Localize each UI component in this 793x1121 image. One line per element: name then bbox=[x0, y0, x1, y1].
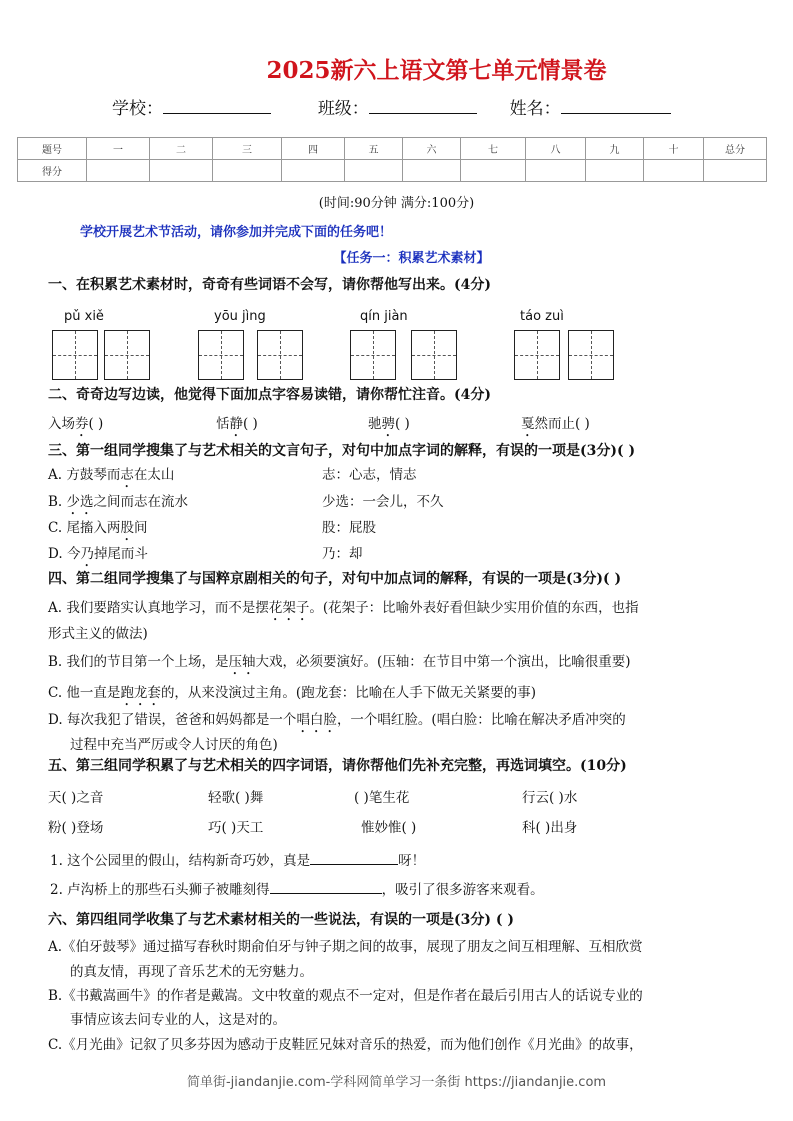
task-heading: 【任务一：积累艺术素材】 bbox=[333, 251, 490, 266]
score-header-cell: 九 bbox=[586, 138, 644, 160]
score-cell[interactable] bbox=[586, 160, 644, 182]
q6-option-a[interactable]: A.《伯牙鼓琴》通过描写春秋时期俞伯牙与钟子期之间的故事，展现了朋友之间互相理解、互相欣赏 bbox=[48, 939, 643, 955]
option-text: B. 我们的节目第一个上场，是 bbox=[48, 654, 229, 670]
score-cell[interactable] bbox=[213, 160, 282, 182]
idiom-blank[interactable]: 巧( )天工 bbox=[208, 820, 264, 836]
idiom-blank[interactable]: 科( )出身 bbox=[522, 820, 578, 836]
option-label: B. bbox=[48, 494, 63, 510]
writing-box[interactable] bbox=[568, 330, 614, 380]
score-row bbox=[18, 160, 767, 182]
option-text: A. 我们要踏实认真地学习，而不是摆 bbox=[48, 600, 269, 616]
q4-option-a[interactable] bbox=[48, 596, 639, 624]
q5-sentence-1 bbox=[50, 849, 425, 869]
score-cell[interactable] bbox=[345, 160, 403, 182]
q2-text: 入场 bbox=[48, 416, 75, 432]
score-header-cell: 一 bbox=[87, 138, 150, 160]
q2-dotted-char: 静 bbox=[229, 416, 243, 432]
score-header-cell: 三 bbox=[213, 138, 282, 160]
question-2-title: 二、奇奇边写边读，他觉得下面加点字容易读错，请你帮忙注音。(4分) bbox=[48, 387, 491, 403]
school-label: 学校： bbox=[112, 99, 163, 119]
option-dotted: 股 bbox=[120, 520, 134, 536]
score-header-cell: 七 bbox=[461, 138, 526, 160]
question-4-title: 四、第二组同学搜集了与国粹京剧相关的句子，对句中加点词的解释，有误的一项是(3分)( ) bbox=[48, 571, 622, 587]
q3-option-a[interactable] bbox=[48, 463, 174, 491]
idiom-blank[interactable]: 行云( )水 bbox=[522, 790, 578, 806]
option-dotted: 压轴 bbox=[228, 654, 256, 670]
option-dotted: 唱白脸 bbox=[296, 712, 337, 728]
idiom-blank[interactable]: 天( )之音 bbox=[48, 790, 104, 806]
score-header-cell: 六 bbox=[403, 138, 461, 160]
class-label: 班级： bbox=[317, 99, 369, 119]
score-header-row bbox=[18, 138, 767, 160]
option-text: 在太山 bbox=[133, 467, 175, 483]
q2-item bbox=[368, 412, 410, 440]
option-text: 大戏，必须要演好。(压轴：在节目中第一个演出，比喻很重要) bbox=[255, 654, 631, 670]
question-5-title: 五、第三组同学积累了与艺术相关的四字词语，请你帮他们先补充完整，再选词填空。(10分) bbox=[48, 758, 627, 774]
sentence-text: ，吸引了很多游客来观看。 bbox=[381, 882, 544, 898]
option-dotted: 乃 bbox=[80, 546, 94, 562]
school-blank[interactable] bbox=[163, 99, 271, 114]
writing-box[interactable] bbox=[52, 330, 98, 380]
option-dotted: 志 bbox=[120, 467, 134, 483]
q6-option-a-cont: 的真友情，再现了音乐艺术的无穷魅力。 bbox=[70, 964, 313, 980]
name-blank[interactable] bbox=[561, 99, 671, 114]
option-label: A. bbox=[48, 467, 63, 483]
question-6-title: 六、第四组同学收集了与艺术素材相关的一些说法，有误的一项是(3分) ( ) bbox=[48, 912, 514, 928]
question-3-title: 三、第一组同学搜集了与艺术相关的文言句子，对句中加点字词的解释，有误的一项是(3分)( ) bbox=[48, 443, 636, 459]
score-header-cell: 总分 bbox=[704, 138, 767, 160]
score-header-cell: 八 bbox=[526, 138, 586, 160]
writing-box[interactable] bbox=[104, 330, 150, 380]
score-cell[interactable] bbox=[644, 160, 704, 182]
pinyin-1: pǔ xiě bbox=[64, 309, 104, 324]
q3-option-d[interactable] bbox=[48, 542, 148, 570]
idiom-blank[interactable]: ( )笔生花 bbox=[354, 790, 410, 806]
q3-explain-b: 少选：一会儿，不久 bbox=[322, 494, 444, 510]
score-header-cell: 题号 bbox=[18, 138, 87, 160]
q4-option-a-cont: 形式主义的做法) bbox=[48, 626, 148, 642]
student-info bbox=[112, 94, 671, 119]
q2-text: 恬 bbox=[216, 416, 230, 432]
score-row-label: 得分 bbox=[18, 160, 87, 182]
q6-option-c[interactable]: C.《月光曲》记叙了贝多芬因为感动于皮鞋匠兄妹对音乐的热爱，而为他们创作《月光曲》的故事， bbox=[48, 1037, 643, 1053]
option-text: ，一个唱红脸。(唱白脸：比喻在解决矛盾冲突的 bbox=[336, 712, 626, 728]
q5-sentence-2 bbox=[50, 878, 544, 898]
sentence-text: 1. 这个公园里的假山，结构新奇巧妙，真是 bbox=[50, 853, 311, 869]
option-text: 之间而志在流水 bbox=[93, 494, 189, 510]
q4-option-c[interactable] bbox=[48, 681, 536, 709]
option-label: D. bbox=[48, 546, 63, 562]
q3-explain-a: 志：心志，情志 bbox=[322, 467, 417, 483]
option-text: 间 bbox=[133, 520, 148, 536]
option-label: C. bbox=[48, 520, 63, 536]
idiom-blank[interactable]: 轻歌( )舞 bbox=[208, 790, 264, 806]
score-cell[interactable] bbox=[87, 160, 150, 182]
footer-watermark: 简单街-jiandanjie.com-学科网简单学习一条街 https://jiandanjie.com bbox=[186, 1075, 607, 1090]
option-dotted: 花架子 bbox=[268, 600, 310, 616]
name-label: 姓名： bbox=[509, 99, 561, 119]
q2-text: 驰 bbox=[368, 416, 382, 432]
score-header-cell: 五 bbox=[345, 138, 403, 160]
q3-explain-d: 乃：却 bbox=[322, 546, 363, 562]
q2-dotted-char: 戛 bbox=[521, 416, 535, 432]
sentence-text: 呀！ bbox=[398, 853, 426, 869]
q3-option-b[interactable] bbox=[48, 490, 188, 518]
option-text: 掉尾而斗 bbox=[93, 546, 148, 562]
option-dotted: 少选 bbox=[66, 494, 94, 510]
score-header-cell: 十 bbox=[644, 138, 704, 160]
option-text: D. 每次我犯了错误，爸爸和妈妈都是一个 bbox=[48, 712, 297, 728]
writing-box[interactable] bbox=[198, 330, 244, 380]
option-text: 尾搐入两 bbox=[66, 520, 121, 536]
q2-item bbox=[521, 412, 590, 440]
option-text: 的，从来没演过主角。(跑龙套：比喻在人手下做无关紧要的事) bbox=[160, 685, 536, 701]
pinyin-4: táo zuì bbox=[520, 309, 564, 324]
q3-explain-c: 股：屁股 bbox=[322, 520, 376, 536]
q2-blank[interactable]: ( ) bbox=[395, 416, 410, 432]
score-cell[interactable] bbox=[403, 160, 461, 182]
q4-option-d-cont: 过程中充当严厉或令人讨厌的角色) bbox=[70, 737, 278, 753]
score-header-cell: 二 bbox=[150, 138, 213, 160]
q4-option-b[interactable] bbox=[48, 650, 631, 678]
option-text: 。(花架子：比喻外表好看但缺少实用价值的东西，也指 bbox=[309, 600, 639, 616]
intro-text: 学校开展艺术节活动，请你参加并完成下面的任务吧！ bbox=[80, 225, 393, 240]
writing-box[interactable] bbox=[514, 330, 560, 380]
q2-item bbox=[216, 412, 258, 440]
q6-option-b[interactable]: B.《书戴嵩画牛》的作者是戴嵩。文中牧童的观点不一定对，但是作者在最后引用古人的话说专业的 bbox=[48, 988, 643, 1004]
q2-blank[interactable]: ( ) bbox=[88, 416, 104, 432]
page-title: 2025新六上语文第七单元情景卷 bbox=[266, 57, 607, 84]
option-text: 今 bbox=[66, 546, 81, 562]
option-text: C. 他一直是 bbox=[48, 685, 121, 701]
q6-option-b-cont: 事情应该去问专业的人，这是对的。 bbox=[70, 1012, 286, 1028]
q2-blank[interactable]: ( ) bbox=[243, 416, 258, 432]
q3-option-c[interactable] bbox=[48, 516, 147, 544]
q2-item bbox=[48, 412, 103, 440]
q2-dotted-char: 券 bbox=[75, 416, 89, 432]
answer-blank[interactable] bbox=[270, 881, 382, 894]
writing-box[interactable] bbox=[350, 330, 396, 380]
score-cell[interactable] bbox=[150, 160, 213, 182]
score-header-cell: 四 bbox=[282, 138, 345, 160]
pinyin-3: qín jiàn bbox=[360, 309, 408, 324]
q2-dotted-char: 骋 bbox=[381, 416, 395, 432]
pinyin-2: yōu jìng bbox=[214, 309, 266, 324]
writing-box[interactable] bbox=[257, 330, 303, 380]
writing-box[interactable] bbox=[411, 330, 457, 380]
option-dotted: 跑龙套 bbox=[120, 685, 161, 701]
q2-blank[interactable]: 然而止( ) bbox=[534, 416, 590, 432]
score-cell[interactable] bbox=[526, 160, 586, 182]
idiom-blank[interactable]: 惟妙惟( ) bbox=[361, 820, 417, 836]
score-table bbox=[17, 137, 767, 182]
q4-option-d[interactable] bbox=[48, 708, 626, 736]
class-blank[interactable] bbox=[369, 99, 477, 114]
exam-time: (时间:90分钟 满分:100分) bbox=[318, 196, 475, 211]
idiom-blank[interactable]: 粉( )登场 bbox=[48, 820, 104, 836]
score-cell[interactable] bbox=[461, 160, 526, 182]
question-1-title: 一、在积累艺术素材时，奇奇有些词语不会写，请你帮他写出来。(4分) bbox=[48, 277, 491, 293]
sentence-text: 2. 卢沟桥上的那些石头狮子被雕刻得 bbox=[50, 882, 270, 898]
answer-blank[interactable] bbox=[310, 852, 398, 865]
score-cell[interactable] bbox=[704, 160, 767, 182]
option-text: 方鼓琴而 bbox=[66, 467, 121, 483]
score-cell[interactable] bbox=[282, 160, 345, 182]
